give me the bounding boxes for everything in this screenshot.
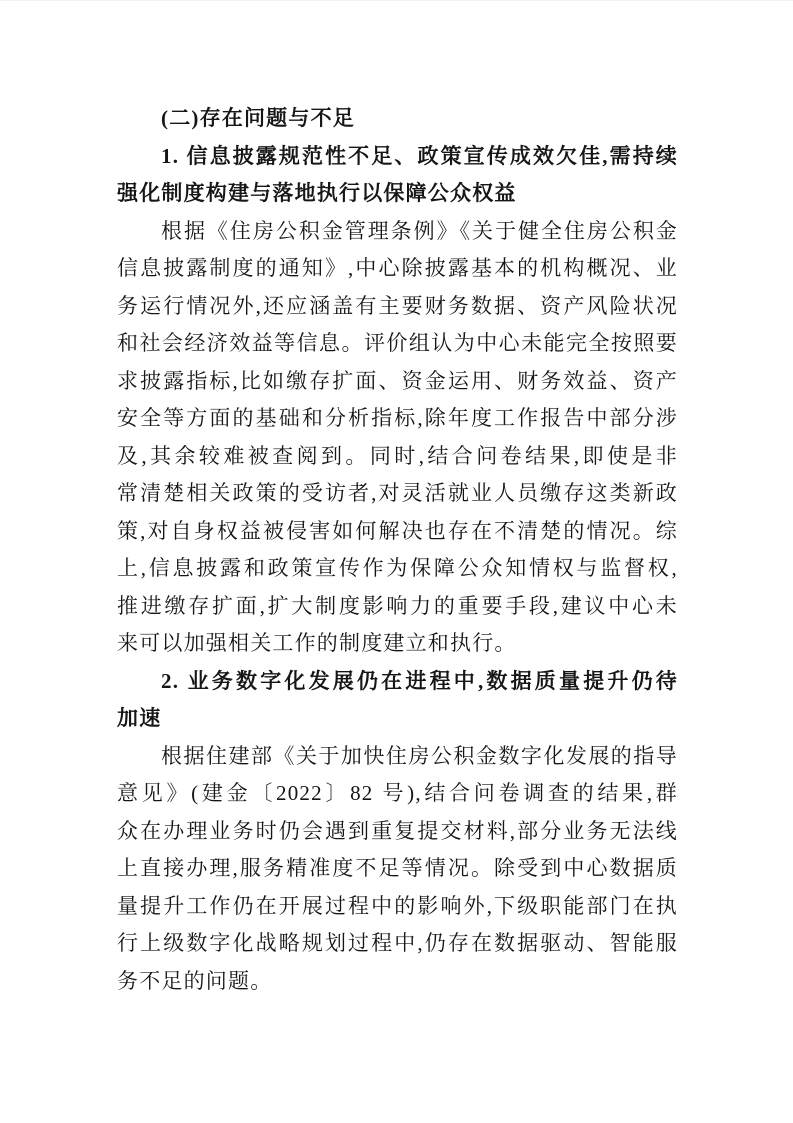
issue1-paragraph-line: 根据《住房公积金管理条例》《关于健全住房公积金 — [161, 218, 678, 243]
issue1-paragraph-line: 推进缴存扩面,扩大制度影响力的重要手段,建议中心未 — [117, 593, 678, 618]
issue2-paragraph-line: 根据住建部《关于加快住房公积金数字化发展的指导 — [161, 743, 678, 768]
issue1-paragraph-line: 安全等方面的基础和分析指标,除年度工作报告中部分涉 — [117, 406, 678, 430]
issue2-paragraph-line: 务不足的问题。 — [117, 968, 273, 993]
issue1-paragraph-line: 求披露指标,比如缴存扩面、资金运用、财务效益、资产 — [117, 368, 678, 393]
issue1-heading-line-2: 强化制度构建与落地执行以保障公众权益 — [117, 181, 517, 205]
issue1-paragraph-line: 务运行情况外,还应涵盖有主要财务数据、资产风险状况 — [117, 293, 678, 318]
issue2-paragraph-line: 行上级数字化战略规划过程中,仍存在数据驱动、智能服 — [117, 931, 678, 955]
issue1-paragraph-line: 常清楚相关政策的受访者,对灵活就业人员缴存这类新政 — [117, 481, 678, 505]
issue2-paragraph-line: 意见》(建金〔2022〕82 号),结合问卷调查的结果,群 — [117, 781, 678, 805]
issue2-paragraph-line: 量提升工作仍在开展过程中的影响外,下级职能部门在执 — [117, 893, 678, 918]
section-heading: (二)存在问题与不足 — [161, 106, 355, 130]
issue2-paragraph-line: 众在办理业务时仍会遇到重复提交材料,部分业务无法线 — [117, 818, 678, 843]
issue2-heading-line-1: 2. 业务数字化发展仍在进程中,数据质量提升仍待 — [161, 668, 678, 693]
issue2-paragraph-line: 上直接办理,服务精准度不足等情况。除受到中心数据质 — [117, 856, 678, 880]
issue1-paragraph-line: 来可以加强相关工作的制度建立和执行。 — [117, 631, 517, 655]
issue1-paragraph-line: 上,信息披露和政策宣传作为保障公众知情权与监督权, — [117, 556, 678, 580]
issue2-heading-line-2: 加速 — [117, 706, 162, 730]
issue1-paragraph-line: 和社会经济效益等信息。评价组认为中心未能完全按照要 — [117, 331, 678, 355]
issue1-paragraph-line: 信息披露制度的通知》,中心除披露基本的机构概况、业 — [117, 256, 678, 280]
issue1-heading-line-1: 1. 信息披露规范性不足、政策宣传成效欠佳,需持续 — [161, 143, 678, 168]
issue1-paragraph-line: 策,对自身权益被侵害如何解决也存在不清楚的情况。综 — [117, 518, 678, 543]
document-text-block — [117, 100, 678, 1000]
issue1-paragraph-line: 及,其余较难被查阅到。同时,结合问卷结果,即使是非 — [117, 443, 678, 468]
